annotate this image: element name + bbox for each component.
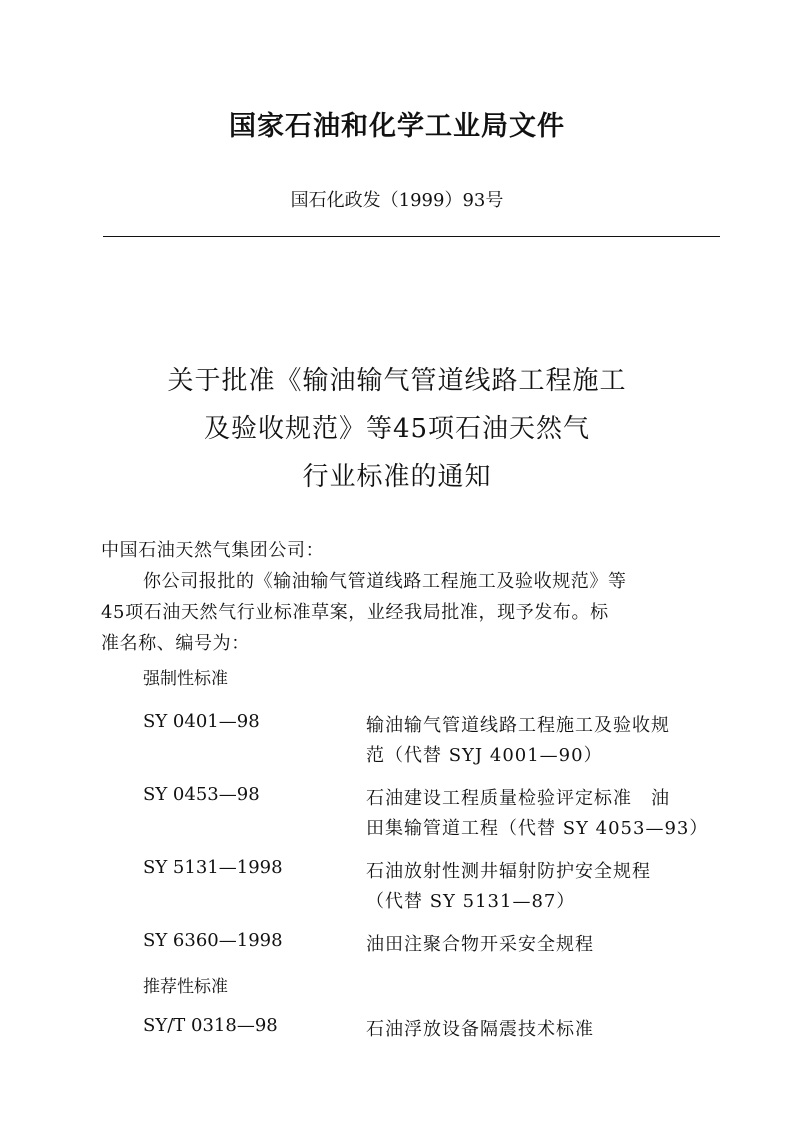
standard-code: SY/T 0318—98 [143,1015,278,1036]
standard-name-line: 石油建设工程质量检验评定标准 油 [366,788,670,809]
salutation: 中国石油天然气集团公司： [101,540,325,561]
mandatory-standards-label: 强制性标准 [143,669,228,689]
standard-name-line: 油田注聚合物开采安全规程 [366,934,594,955]
notice-title-line-2: 及验收规范》等45项石油天然气 [203,414,591,444]
standard-code: SY 0401—98 [143,711,260,732]
standard-name-line: 输油输气管道线路工程施工及验收规 [366,715,670,736]
paragraph-line-2: 45项石油天然气行业标准草案，业经我局批准，现予发布。标 [101,602,609,623]
standard-code: SY 6360—1998 [143,930,283,951]
standard-code: SY 0453—98 [143,784,260,805]
notice-title-line-3: 行业标准的通知 [302,462,492,492]
standard-name-line: （代替 SY 5131—87） [366,891,576,912]
recommended-standards-label: 推荐性标准 [143,977,228,997]
notice-title-line-1: 关于批准《输油输气管道线路工程施工 [167,366,627,396]
document-number: 国石化政发（1999）93号 [290,190,504,211]
paragraph-line-1: 你公司报批的《输油输气管道线路工程施工及验收规范》等 [143,571,627,592]
standard-name-line: 石油放射性测井辐射防护安全规程 [366,861,651,882]
standard-code: SY 5131—1998 [143,857,283,878]
document-issuer-title: 国家石油和化学工业局文件 [229,111,565,142]
standard-name-line: 石油浮放设备隔震技术标准 [366,1019,594,1040]
standard-name-line: 田集输管道工程（代替 SY 4053—93） [366,818,709,839]
paragraph-line-3: 准名称、编号为： [101,633,250,654]
header-divider [103,236,720,237]
standard-name-line: 范（代替 SYJ 4001—90） [366,745,603,766]
